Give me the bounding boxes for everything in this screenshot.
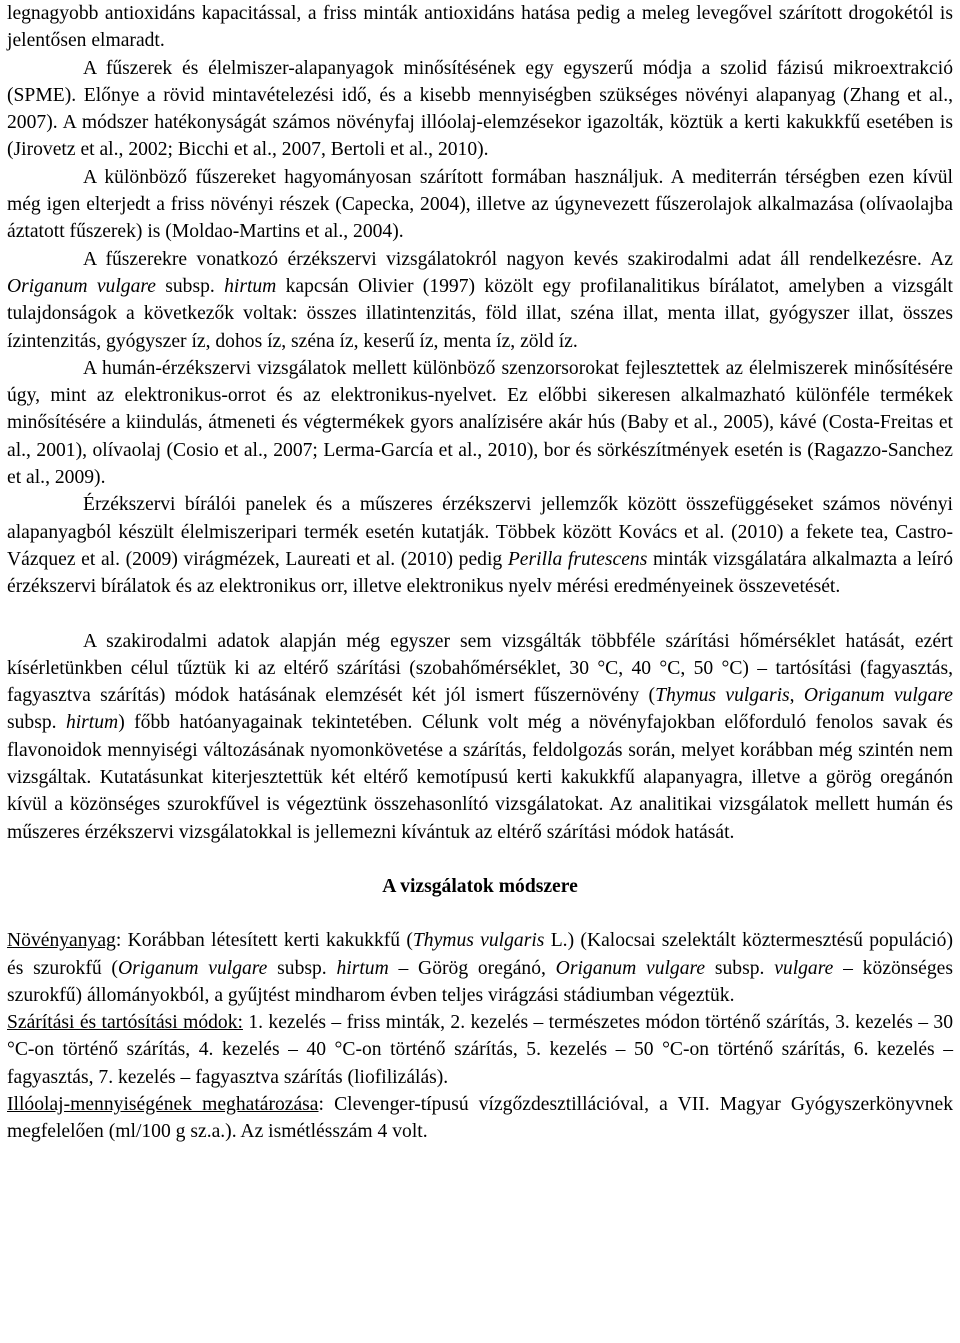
paragraph-spices-usage: A különböző fűszereket hagyományosan szárított formában használjuk. A mediterrán térségben ezen kívül még igen elterjedt a friss növényi részek (Capecka, 2004), illetve az úgynevezett fűszerolajok alkalmazása (olívaolajba áztatott fűszerek) is (Moldao-Martins et al., 2004). (7, 166, 953, 243)
species-name: Thymus vulgaris (655, 685, 790, 707)
paragraph-sensory-literature: A fűszerekre vonatkozó érzékszervi vizsgálatokról nagyon kevés szakirodalmi adat áll rendelkezésre. Az Origanum vulgare subsp. hirtum kapcsán Olivier (1997) közölt egy profilanalitikus bírálatot, amelyben a vizsgált tulajdonságok a következők voltak: összes illatintenzitás, föld illat, széna illat, menta illat, gyógyszer illat, összes ízintenzitás, gyógyszer íz, dohos íz, széna íz, keserű íz, menta íz, zöld íz. (7, 248, 953, 352)
spacer (7, 846, 953, 873)
methods-drying: Szárítási és tartósítási módok: 1. kezelés – friss minták, 2. kezelés – természetes módon történő szárítás, 3. kezelés – 30 °C-on történő szárítás, 4. kezelés – 40 °C-on történő szárítás, 5. kezelés – 50 °C-on történő szárítás, 6. kezelés – fagyasztás, 7. kezelés – fagyasztva szárítás (liofilizálás). (7, 1012, 953, 1088)
methods-label: Illóolaj-mennyiségének meghatározása (7, 1093, 319, 1115)
paragraph-electronic-sensors: A humán-érzékszervi vizsgálatok mellett különböző szenzorsorokat fejlesztettek az élelmiszerek minősítésére úgy, mint az elektronikus-orrot és az elektronikus-nyelvet. Ez előbbi sikeresen alkalmazható különféle termékek minősítésére a kiindulás, átmeneti és végtermékek gyors analízisére akár hús (Baby et al., 2005), kávé (Costa-Freitas et al., 2001), olívaolaj (Cosio et al., 2007; Lerma-García et al., 2010), bor és sörkészítmények esetén is (Ragazzo-Sanchez et al., 2009). (7, 357, 953, 489)
paragraph-spme: A fűszerek és élelmiszer-alapanyagok minősítésének egy egyszerű módja a szolid fázisú mikroextrakció (SPME). Előnye a rövid mintavételezési idő, és a kisebb mennyiségben szükséges növényi alapanyag (Zhang et al., 2007). A módszer hatékonyságát számos növényfaj illóolaj-elemzésekor igazolták, köztük a kerti kakukkfű esetében is (Jirovetz et al., 2002; Bicchi et al., 2007, Bertoli et al., 2010). (7, 57, 953, 161)
methods-essential-oil: Illóolaj-mennyiségének meghatározása: Clevenger-típusú vízgőzdesztillációval, a VII. Magyar Gyógyszerkönyvnek megfelelően (ml/100 g sz.a.). Az ismétlésszám 4 volt. (7, 1093, 953, 1143)
methods-label: Növényanyag (7, 930, 116, 952)
section-heading: A vizsgálatok módszere (382, 875, 578, 897)
species-name: Perilla frutescens (507, 548, 648, 570)
species-name: Origanum vulgare (803, 685, 953, 707)
spacer (7, 900, 953, 927)
subspecies-name: hirtum (65, 712, 119, 734)
species-name: Origanum vulgare (7, 275, 156, 297)
subspecies-name: hirtum (224, 275, 277, 297)
spacer (7, 601, 953, 628)
paragraph-continuation: legnagyobb antioxidáns kapacitással, a friss minták antioxidáns hatása pedig a meleg levegővel szárított drogokétól is jelentősen elmaradt. (7, 3, 953, 52)
document-page (7, 0, 953, 1146)
paragraph-sensory-panels: Érzékszervi bírálói panelek és a műszeres érzékszervi jellemzők között összefüggéseket számos növényi alapanyagból készült élelmiszeripari termék esetén kutatják. Többek között Kovács et al. (2010) a fekete tea, Castro-Vázquez et al. (2009) virágmézek, Laureati et al. (2010) pedig Perilla frutescens minták vizsgálatára alkalmazta a leíró érzékszervi bírálatok és az elektronikus orr, illetve elektronikus nyelv mérési eredményeinek összevetését. (7, 494, 953, 598)
paragraph-aims: A szakirodalmi adatok alapján még egyszer sem vizsgálták többféle szárítási hőmérséklet hatását, ezért kísérletünkben célul tűztük ki az eltérő szárítási (szobahőmérséklet, 30 °C, 40 °C, 50 °C) – tartósítási (fagyasztás, fagyasztva szárítás) módok hatásának elemzését két jól ismert fűszernövény (Thymus vulgaris, Origanum vulgare subsp. hirtum) főbb hatóanyagainak tekintetében. Célunk volt még a növényfajokban előforduló fenolos savak és flavonoidok mennyiségi változásának nyomonkövetése a szárítás, feldolgozás során, melyet korábban még szintén nem vizsgáltak. Kutatásunkat kiterjesztettük két eltérő kemotípusú kerti kakukkfű alapanyagra, illetve a görög oregánón kívül a közönséges szurokfűvel is végeztünk összehasonlító vizsgálatokat. Az analitikai vizsgálatok mellett humán és műszeres érzékszervi vizsgálatokkal is jellemezni kívántuk az eltérő szárítási módok hatását. (7, 630, 953, 843)
methods-plant-material: Növényanyag: Korábban létesített kerti kakukkfű (Thymus vulgaris L.) (Kalocsai szelektált köztermesztésű populáció) és szurokfű (Origanum vulgare subsp. hirtum – Görög oregánó, Origanum vulgare subsp. vulgare – közönséges szurokfű) állományokból, a gyűjtést mindharom évben teljes virágzási stádiumban végeztük. (7, 930, 953, 1006)
methods-label: Szárítási és tartósítási módok: (7, 1012, 243, 1034)
